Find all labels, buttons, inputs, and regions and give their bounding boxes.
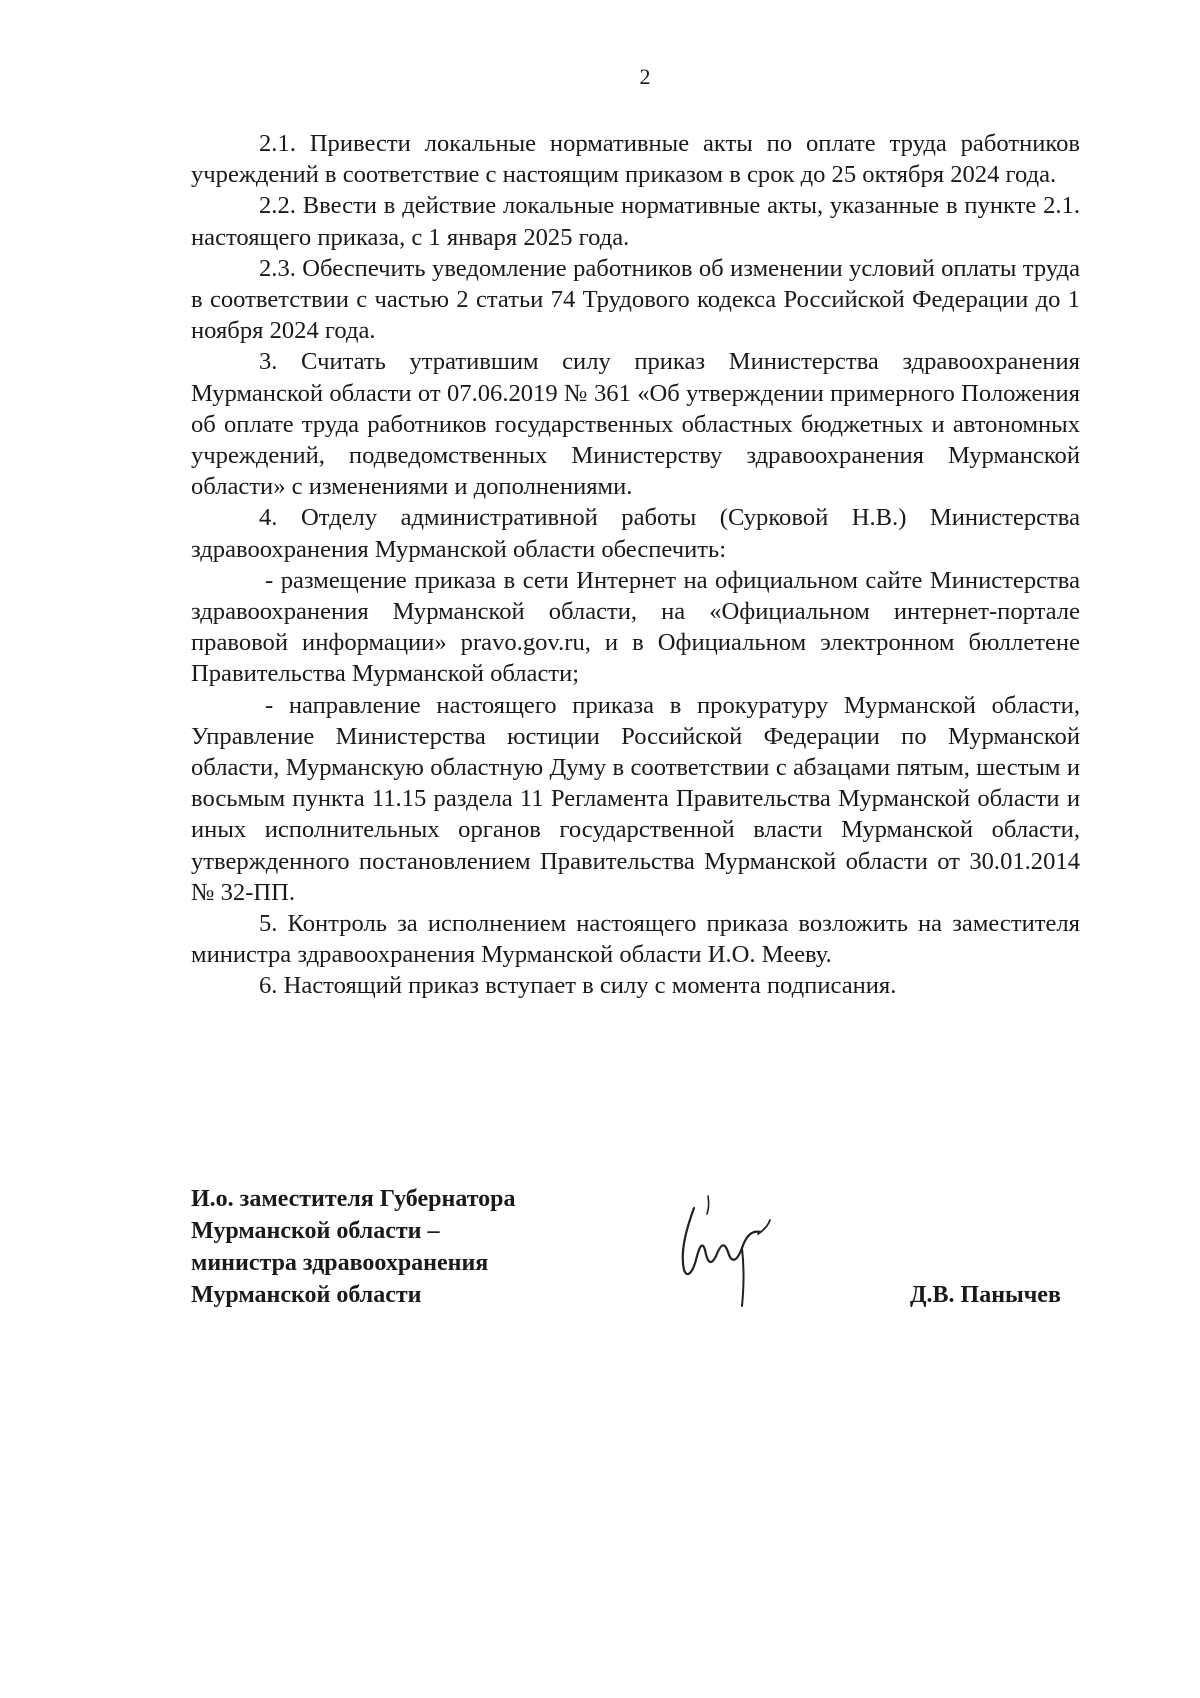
paragraph-2-2: 2.2. Ввести в действие локальные нормативные акты, указанные в пункте 2.1. настоящего приказа, с 1 января 2025 года. — [191, 192, 1080, 251]
signatory-name: Д.В. Панычев — [910, 1282, 1061, 1308]
paragraph-5: 5. Контроль за исполнением настоящего приказа возложить на заместителя министра здравоохранения Мурманской области И.О. Мееву. — [191, 910, 1080, 969]
signatory-title-line: Мурманской области – — [191, 1218, 440, 1244]
paragraph-3: 3. Считать утратившим силу приказ Министерства здравоохранения Мурманской области от 07.06.2019 № 361 «Об утверждении примерного Положения об оплате труда работников государственных областных бюджетных и автономных учреждений, подведомственных Министерству здравоохранения Мурманской области» с изменениями и дополнениями. — [191, 348, 1080, 501]
document-body — [191, 128, 1080, 1002]
paragraph-4-item-publication: - размещение приказа в сети Интернет на официальном сайте Министерства здравоохранения Мурманской области, на «Официальном интернет-портале правовой информации» pravo.gov.ru, и в Официальном электронном бюллетене Правительства Мурманской области; — [191, 566, 1080, 688]
paragraph-4: 4. Отделу административной работы (Сурковой Н.В.) Министерства здравоохранения Мурманской области обеспечить: — [191, 504, 1080, 563]
page-number: 2 — [639, 64, 651, 89]
paragraph-4-item-distribution: - направление настоящего приказа в прокуратуру Мурманской области, Управление Министерства юстиции Российской Федерации по Мурманской области, Мурманскую областную Думу в соответствии с абзацами пятым, шестым и восьмым пункта 11.15 раздела 11 Регламента Правительства Мурманской области и иных исполнительных органов государственной власти Мурманской области, утвержденного постановлением Правительства Мурманской области от 30.01.2014 № 32-ПП. — [191, 691, 1080, 906]
signatory-title-line: Мурманской области — [191, 1282, 422, 1308]
signatory-title — [191, 1183, 591, 1311]
signatory-title-line: И.о. заместителя Губернатора — [191, 1186, 516, 1212]
paragraph-6: 6. Настоящий приказ вступает в силу с момента подписания. — [259, 972, 897, 1000]
signatory-title-line: министра здравоохранения — [191, 1250, 489, 1276]
paragraph-2-1: 2.1. Привести локальные нормативные акты по оплате труда работников учреждений в соответствие с настоящим приказом в срок до 25 октября 2024 года. — [191, 130, 1080, 189]
paragraph-2-3: 2.3. Обеспечить уведомление работников об изменении условий оплаты труда в соответствии с частью 2 статьи 74 Трудового кодекса Российской Федерации до 1 ноября 2024 года. — [191, 254, 1080, 345]
handwritten-signature — [672, 1190, 782, 1310]
